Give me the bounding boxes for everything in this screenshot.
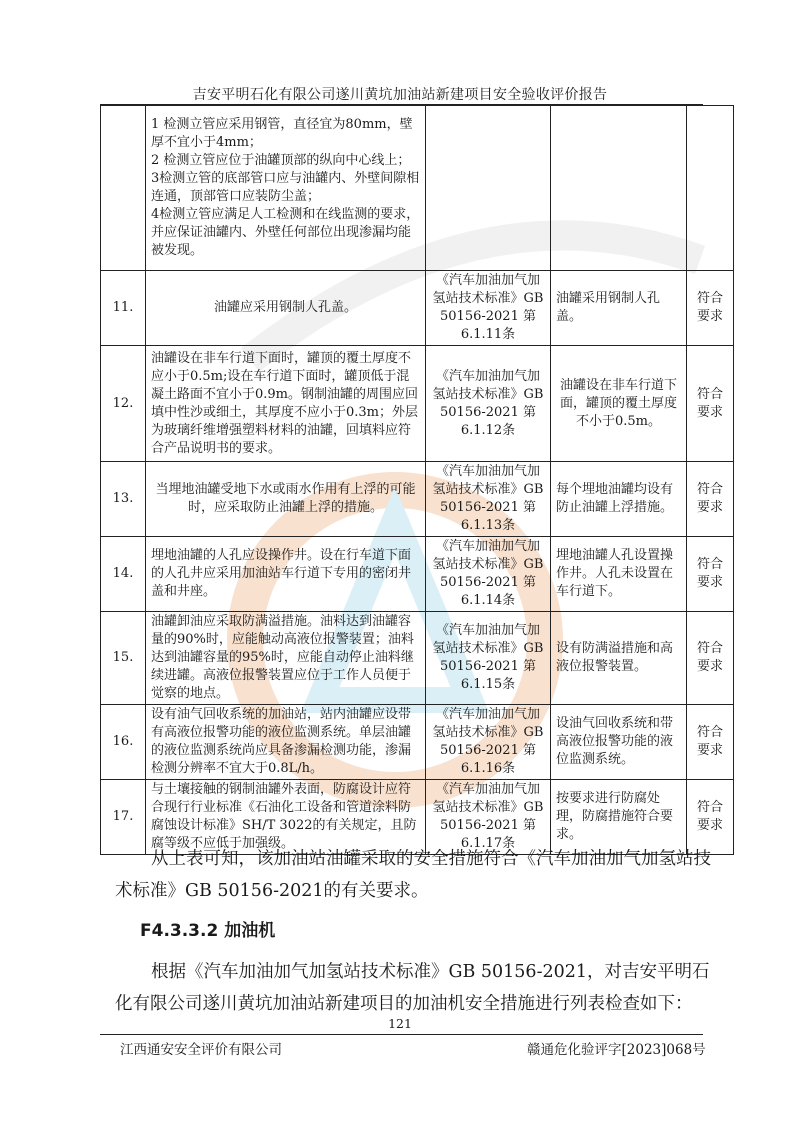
footer-company: 江西通安安全评价有限公司: [120, 1042, 282, 1058]
basis-cell: [426, 106, 551, 271]
requirement-line: 2 检测立管应位于油罐顶部的纵向中心线上；: [151, 153, 411, 168]
footer-divider: [100, 1034, 703, 1035]
item-number: [101, 106, 146, 271]
basis-cell: 《汽车加油加气加氢站技术标准》GB 50156-2021 第6.1.13条: [426, 462, 551, 537]
item-number: 16.: [101, 705, 146, 780]
actual-cell: 设有防满溢措施和高液位报警装置。: [551, 612, 687, 705]
item-number: 14.: [101, 537, 146, 612]
result-cell: 符合要求: [687, 780, 734, 855]
conclusion-text: 从上表可知，该加油站油罐采取的安全措施符合《汽车加油加气加氢站技术标准》GB 50156-2021的有关要求。: [115, 849, 711, 901]
result-cell: 符合要求: [687, 537, 734, 612]
requirement-cell: 油罐设在非车行道下面时，罐顶的覆土厚度不应小于0.5m;设在车行道下面时，罐顶低于混凝土路面不宜小于0.9m。钢制油罐的周围应回填中性沙或细土，其厚度不应小于0.3m；外层为玻璃纤维增强塑料材料的油罐，回填料应符合产品说明书的要求。: [146, 346, 426, 462]
actual-cell: 每个埋地油罐均设有防止油罐上浮措施。: [551, 462, 687, 537]
item-number: 11.: [101, 271, 146, 346]
table-row: [101, 462, 734, 537]
table-row: [101, 346, 734, 462]
actual-cell: [551, 106, 687, 271]
item-number: 15.: [101, 612, 146, 705]
requirement-line: 4检测立管应满足人工检测和在线监测的要求，并应保证油罐内、外壁任何部位出现渗漏均能被发现。: [151, 207, 420, 258]
basis-cell: 《汽车加油加气加氢站技术标准》GB 50156-2021 第6.1.16条: [426, 705, 551, 780]
intro-text: 根据《汽车加油加气加氢站技术标准》GB 50156-2021，对吉安平明石化有限公司遂川黄坑加油站新建项目的加油机安全措施进行列表检查如下：: [115, 962, 710, 1014]
requirement-cell: 与土壤接触的钢制油罐外表面，防腐设计应符合现行行业标准《石油化工设备和管道涂料防腐蚀设计标准》SH/T 3022的有关规定，且防腐等级不应低于加强级。: [146, 780, 426, 855]
requirement-cell: [146, 106, 426, 271]
actual-cell: 油罐设在非车行道下面，罐顶的覆土厚度不小于0.5m。: [551, 346, 687, 462]
requirement-cell: 油罐卸油应采取防满溢措施。油料达到油罐容量的90%时，应能触动高液位报警装置；油料达到油罐容量的95%时，应能自动停止油料继续进罐。高液位报警装置应位于工作人员便于觉察的地点。: [146, 612, 426, 705]
requirement-cell: 设有油气回收系统的加油站，站内油罐应设带有高液位报警功能的液位监测系统。单层油罐的液位监测系统尚应具备渗漏检测功能，渗漏检测分辨率不宜大于0.8L/h。: [146, 705, 426, 780]
basis-cell: 《汽车加油加气加氢站技术标准》GB 50156-2021 第6.1.11条: [426, 271, 551, 346]
basis-cell: 《汽车加油加气加氢站技术标准》GB 50156-2021 第6.1.12条: [426, 346, 551, 462]
table-row: [101, 106, 734, 271]
section-heading: F4.3.3.2 加油机: [140, 921, 276, 941]
item-number: 12.: [101, 346, 146, 462]
requirement-cell: 埋地油罐的人孔应设操作井。设在行车道下面的人孔井应采用加油站车行道下专用的密闭井盖和井座。: [146, 537, 426, 612]
item-number: 17.: [101, 780, 146, 855]
result-cell: [687, 106, 734, 271]
table-row: [101, 705, 734, 780]
actual-cell: 按要求进行防腐处理，防腐措施符合要求。: [551, 780, 687, 855]
requirement-cell: 油罐应采用钢制人孔盖。: [146, 271, 426, 346]
table-row: [101, 612, 734, 705]
page-header-title: 吉安平明石化有限公司遂川黄坑加油站新建项目安全验收评价报告: [192, 87, 608, 103]
requirement-line: 3检测立管的底部管口应与油罐内、外壁间隙相连通，顶部管口应装防尘盖；: [151, 171, 420, 204]
result-cell: 符合要求: [687, 346, 734, 462]
actual-cell: 埋地油罐人孔设置操作井。人孔未设置在车行道下。: [551, 537, 687, 612]
basis-cell: 《汽车加油加气加氢站技术标准》GB 50156-2021 第6.1.17条: [426, 780, 551, 855]
page-number: 121: [388, 1016, 412, 1031]
result-cell: 符合要求: [687, 612, 734, 705]
actual-cell: 设油气回收系统和带高液位报警功能的液位监测系统。: [551, 705, 687, 780]
basis-cell: 《汽车加油加气加氢站技术标准》GB 50156-2021 第6.1.15条: [426, 612, 551, 705]
conclusion-paragraph: [115, 843, 715, 907]
footer-doc-number: 赣通危化验评字[2023]068号: [527, 1042, 706, 1058]
result-cell: 符合要求: [687, 462, 734, 537]
intro-paragraph: [115, 956, 715, 1020]
result-cell: 符合要求: [687, 705, 734, 780]
basis-cell: 《汽车加油加气加氢站技术标准》GB 50156-2021 第6.1.14条: [426, 537, 551, 612]
actual-cell: 油罐采用钢制人孔盖。: [551, 271, 687, 346]
table-row: [101, 271, 734, 346]
item-number: 13.: [101, 462, 146, 537]
requirement-cell: 当埋地油罐受地下水或雨水作用有上浮的可能时，应采取防止油罐上浮的措施。: [146, 462, 426, 537]
result-cell: 符合要求: [687, 271, 734, 346]
safety-check-table: [100, 105, 734, 855]
requirement-line: 1 检测立管应采用钢管，直径宜为80mm，壁厚不宜小于4mm；: [151, 117, 413, 150]
table-row: [101, 537, 734, 612]
